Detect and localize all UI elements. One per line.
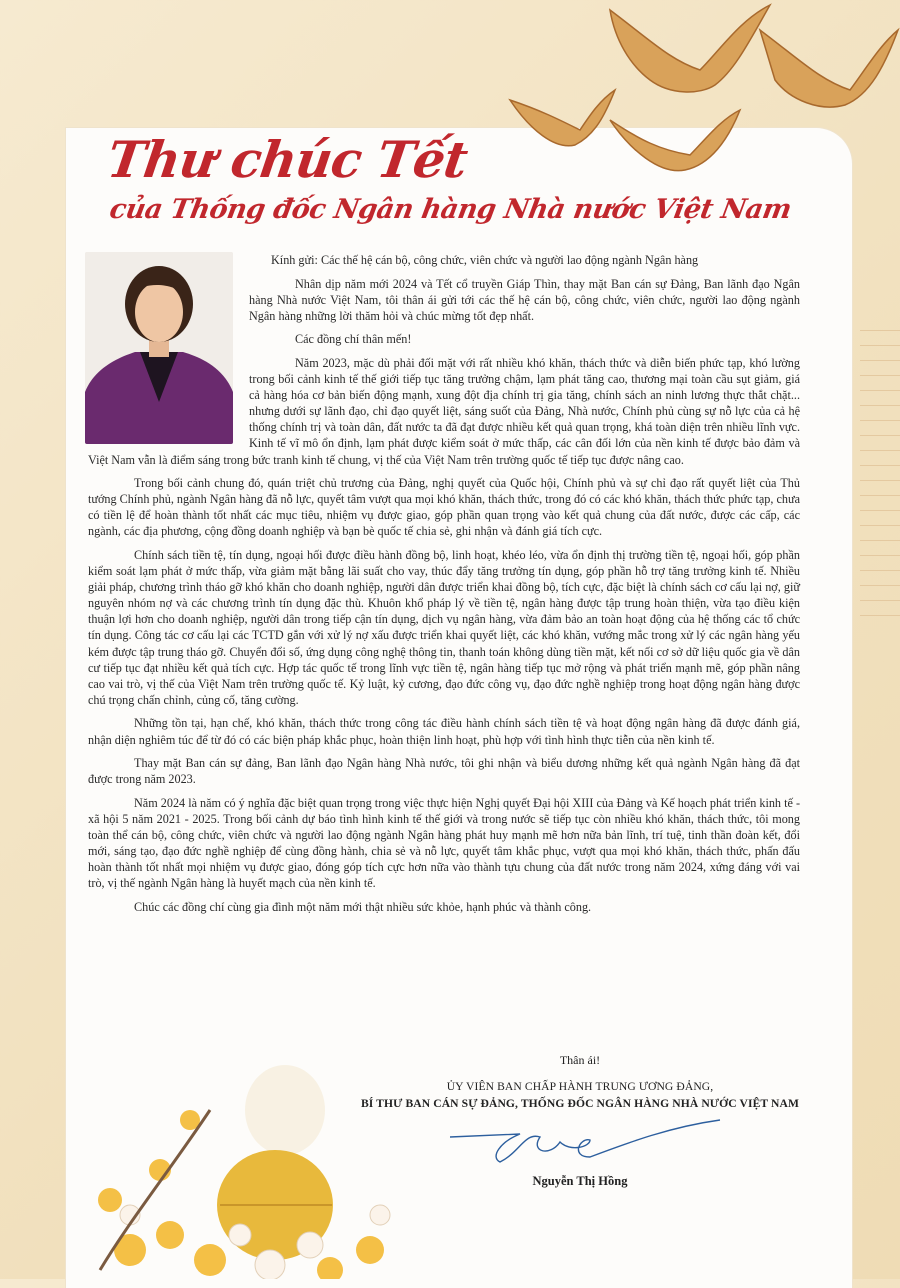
position-line-2: BÍ THƯ BAN CÁN SỰ ĐẢNG, THỐNG ĐỐC NGÂN HÀNG NHÀ NƯỚC VIỆT NAM — [360, 1097, 800, 1110]
paragraph: Nhân dịp năm mới 2024 và Tết cổ truyền Giáp Thìn, thay mặt Ban cán sự Đảng, Ban lãnh đạo Ngân hàng Nhà nước Việt Nam, tôi thân ái gửi tới các thế hệ cán bộ, công chức, viên chức, người lao động ngành Ngân hàng những lời thăm hỏi và chúc mừng tốt đẹp nhất. — [249, 276, 800, 323]
governor-portrait — [85, 252, 233, 444]
paragraph: Các đồng chí thân mến! — [295, 332, 412, 347]
swallow-birds-decoration — [500, 0, 900, 200]
paragraph: Chúc các đồng chí cùng gia đình một năm mới thật nhiều sức khỏe, hạnh phúc và thành công. — [134, 899, 592, 914]
paragraph: Chính sách tiền tệ, tín dụng, ngoại hối được điều hành đồng bộ, linh hoạt, khéo léo, vừa ổn định thị trường tiền tệ, ngoại hối, góp phần kiểm soát lạm phát ở mức thấp, vừa giảm mặt bằng lãi suất cho vay, thúc đẩy tăng trưởng tín dụng, góp phần hỗ trợ tăng trưởng kinh tế. Nhiều giải pháp, chương trình tháo gỡ khó khăn cho doanh nghiệp, người dân được triển khai đồng bộ, tích cực, đặc biệt là chính sách cơ cấu lại nợ, giữ nguyên nhóm nợ và các chương trình tín dụng đặc thù. Khuôn khổ pháp lý về tiền tệ, ngân hàng được tập trung hoàn thiện, vừa tạo điều kiện thuận lợi hơn cho doanh nghiệp, người dân trong tiếp cận tín dụng, dịch vụ ngân hàng, vừa đảm bảo an toàn hoạt động của hệ thống các tổ chức tín dụng. Công tác cơ cấu lại các TCTD gắn với xử lý nợ xấu được triển khai quyết liệt, các khó khăn, vướng mắc trong xử lý các ngân hàng yếu kém được tập trung tháo gỡ. Chuyển đổi số, ứng dụng công nghệ thông tin, thanh toán không dùng tiền mặt, kết nối cơ sở dữ liệu quốc gia về dân cư tiếp tục đạt nhiều kết quả tích cực. Hợp tác quốc tế trong lĩnh vực tiền tệ, ngân hàng tiếp tục mở rộng và phát triển mạnh mẽ, góp phần nâng cao vai trò, vị thế của Việt Nam trên trường quốc tế. Kỷ luật, kỷ cương, đạo đức công vụ, đạo đức nghề nghiệp trong hoạt động ngân hàng được chú trọng chấn chỉnh, củng cố, tăng cường. — [88, 548, 800, 707]
decorative-lines — [860, 330, 900, 730]
position-line-1: ỦY VIÊN BAN CHẤP HÀNH TRUNG ƯƠNG ĐẢNG, — [446, 1080, 714, 1093]
handwritten-signature — [430, 1112, 730, 1170]
salutation: Thân ái! — [559, 1053, 601, 1067]
letter-subtitle: của Thống đốc Ngân hàng Nhà nước Việt Nam — [107, 194, 794, 225]
paragraph: Năm 2023, mặc dù phải đối mặt với rất nhiều khó khăn, thách thức và diễn biến phức tạp, khó lường trong bối cảnh kinh tế thế giới tiếp tục tăng trưởng chậm, lạm phát tăng cao, thương mại toàn cầu sụt giảm, giá cả hàng hóa cơ bản biến động mạnh, xung đột địa chính trị gia tăng, chính sách an ninh lương thực thắt chặt... nhưng dưới sự lãnh đạo, chỉ đạo quyết liệt, sáng suốt của Đảng, Nhà nước, Chính phủ cùng sự nỗ lực của cả hệ thống chính trị và toàn dân, đất nước ta đã đạt được nhiều kết quả quan trọng, khá toàn diện trên nhiều lĩnh vực. Kinh tế vĩ mô ổn định, lạm phát được kiểm soát ở mức thấp, các cân đối lớn của nền kinh tế được bảo đảm và Việt Nam vẫn là điểm sáng trong bức tranh kinh tế chung, vị thế của Việt Nam trên trường quốc tế tiếp tục được nâng cao. — [88, 355, 800, 467]
closing-block — [360, 1053, 800, 1189]
letter-title: Thư chúc Tết — [103, 130, 471, 189]
signer-name: Nguyễn Thị Hồng — [532, 1174, 628, 1188]
letter-body — [88, 252, 800, 922]
paragraph: Năm 2024 là năm có ý nghĩa đặc biệt quan trọng trong việc thực hiện Nghị quyết Đại hội XIII của Đảng và Kế hoạch phát triển kinh tế - xã hội 5 năm 2021 - 2025. Trong bối cảnh dự báo tình hình kinh tế thế giới và trong nước sẽ tiếp tục còn nhiều khó khăn, thách thức, tôi mong toàn thể cán bộ, công chức, viên chức và người lao động ngành Ngân hàng phát huy mạnh mẽ hơn nữa bản lĩnh, trí tuệ, tinh thần đoàn kết, đổi mới, sáng tạo, đạo đức nghề nghiệp để cùng đồng hành, chia sẻ và nỗ lực, quyết tâm khắc phục, vượt qua mọi khó khăn, thách thức, phấn đấu hoàn thành tốt nhất mọi nhiệm vụ được giao, đóng góp tích cực hơn nữa vào thành tựu chung của đất nước trong năm 2024, xứng đáng với vai trò, vị thế ngành Ngân hàng là huyết mạch của nền kinh tế. — [88, 795, 800, 891]
paragraph: Thay mặt Ban cán sự đảng, Ban lãnh đạo Ngân hàng Nhà nước, tôi ghi nhận và biểu dương những kết quả ngành Ngân hàng đã đạt được trong năm 2023. — [88, 756, 800, 787]
paragraph: Trong bối cảnh chung đó, quán triệt chủ trương của Đảng, nghị quyết của Quốc hội, Chính phủ và sự chỉ đạo rất quyết liệt của Thủ tướng Chính phủ, ngành Ngân hàng đã nỗ lực, quyết tâm vượt qua mọi khó khăn, thách thức, trong đó có các khó khăn, thách thức phức tạp, chưa có tiền lệ để hoàn thành tốt nhất các mục tiêu, nhiệm vụ được giao, góp phần quan trọng vào kết quả chung của đất nước, được các cấp, các ngành, các địa phương, cộng đồng doanh nghiệp và bạn bè quốc tế chia sẻ, ghi nhận và đánh giá tích cực. — [88, 476, 800, 539]
greeting-line: Kính gửi: Các thế hệ cán bộ, công chức, viên chức và người lao động ngành Ngân hàng — [271, 253, 699, 267]
paragraph: Những tồn tại, hạn chế, khó khăn, thách thức trong công tác điều hành chính sách tiền tệ và hoạt động ngân hàng đã được đánh giá, nhận diện nghiêm túc để từ đó có các biện pháp khắc phục, hoàn thiện linh hoạt, phù hợp với tình hình thực tiễn của nền kinh tế. — [88, 716, 800, 747]
